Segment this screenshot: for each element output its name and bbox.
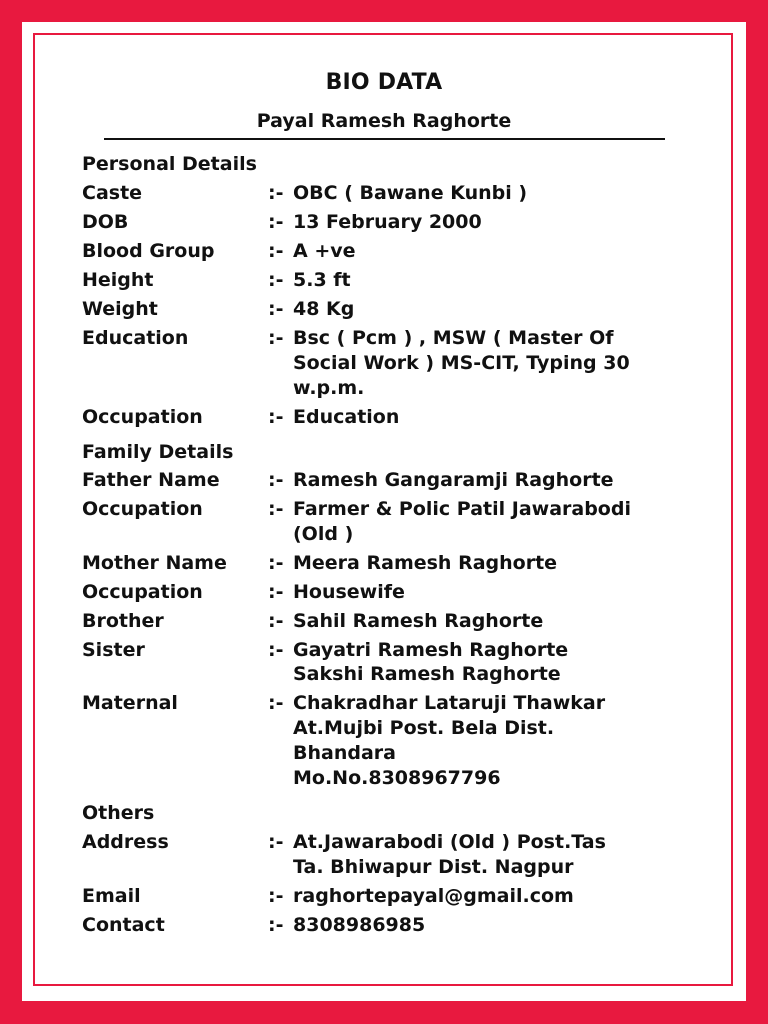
field-value: Ramesh Gangaramji Raghorte xyxy=(293,469,614,491)
section-heading-others: Others xyxy=(82,802,155,824)
field-separator: :- xyxy=(268,581,284,603)
field-separator: :- xyxy=(268,182,284,204)
field-separator: :- xyxy=(268,552,284,574)
field-value-continued: Bhandara xyxy=(293,742,396,764)
field-label: Address xyxy=(82,831,169,853)
field-separator: :- xyxy=(268,831,284,853)
field-value: A +ve xyxy=(293,240,356,262)
field-label: Contact xyxy=(82,914,165,936)
section-heading-personal: Personal Details xyxy=(82,153,257,175)
field-separator: :- xyxy=(268,610,284,632)
field-label: Blood Group xyxy=(82,240,215,262)
contact-value: 8308986985 xyxy=(293,914,426,936)
field-value: Education xyxy=(293,406,400,428)
field-label: Sister xyxy=(82,639,145,661)
field-value: Sahil Ramesh Raghorte xyxy=(293,610,544,632)
field-value: Bsc ( Pcm ) , MSW ( Master Of xyxy=(293,327,614,349)
field-separator: :- xyxy=(268,885,284,907)
field-label: Father Name xyxy=(82,469,220,491)
person-name: Payal Ramesh Raghorte xyxy=(256,110,512,132)
field-label: Occupation xyxy=(82,498,203,520)
field-label: Email xyxy=(82,885,141,907)
field-label: Caste xyxy=(82,182,143,204)
field-label: Occupation xyxy=(82,581,203,603)
field-value: At.Jawarabodi (Old ) Post.Tas xyxy=(293,831,606,853)
field-separator: :- xyxy=(268,692,284,714)
field-value-continued: Mo.No.8308967796 xyxy=(293,767,501,789)
field-label: Maternal xyxy=(82,692,178,714)
field-label: Occupation xyxy=(82,406,203,428)
field-label: DOB xyxy=(82,211,129,233)
field-separator: :- xyxy=(268,327,284,349)
field-label: Education xyxy=(82,327,189,349)
field-value-continued: (Old ) xyxy=(293,523,354,545)
field-value-continued: At.Mujbi Post. Bela Dist. xyxy=(293,717,555,739)
field-value: Chakradhar Lataruji Thawkar xyxy=(293,692,606,714)
field-value-continued: Ta. Bhiwapur Dist. Nagpur xyxy=(293,856,574,878)
field-label: Mother Name xyxy=(82,552,227,574)
field-value: 48 Kg xyxy=(293,298,355,320)
field-value: 5.3 ft xyxy=(293,269,351,291)
field-separator: :- xyxy=(268,469,284,491)
field-separator: :- xyxy=(268,298,284,320)
field-value: 13 February 2000 xyxy=(293,211,482,233)
field-value: Housewife xyxy=(293,581,405,603)
field-separator: :- xyxy=(268,498,284,520)
field-value: Farmer & Polic Patil Jawarabodi xyxy=(293,498,631,520)
field-separator: :- xyxy=(268,211,284,233)
field-separator: :- xyxy=(268,269,284,291)
field-label: Brother xyxy=(82,610,164,632)
document-title: BIO DATA xyxy=(325,70,443,95)
section-heading-family: Family Details xyxy=(82,441,234,463)
field-separator: :- xyxy=(268,240,284,262)
field-value: Meera Ramesh Raghorte xyxy=(293,552,558,574)
field-value-continued: Sakshi Ramesh Raghorte xyxy=(293,663,561,685)
field-value: Gayatri Ramesh Raghorte xyxy=(293,639,569,661)
field-separator: :- xyxy=(268,914,284,936)
field-value-continued: w.p.m. xyxy=(293,377,365,399)
email-value: raghortepayal@gmail.com xyxy=(293,885,574,907)
title-divider xyxy=(104,138,665,140)
field-value-continued: Social Work ) MS-CIT, Typing 30 xyxy=(293,352,630,374)
field-separator: :- xyxy=(268,639,284,661)
field-label: Weight xyxy=(82,298,158,320)
field-separator: :- xyxy=(268,406,284,428)
field-value: OBC ( Bawane Kunbi ) xyxy=(293,182,528,204)
field-label: Height xyxy=(82,269,154,291)
